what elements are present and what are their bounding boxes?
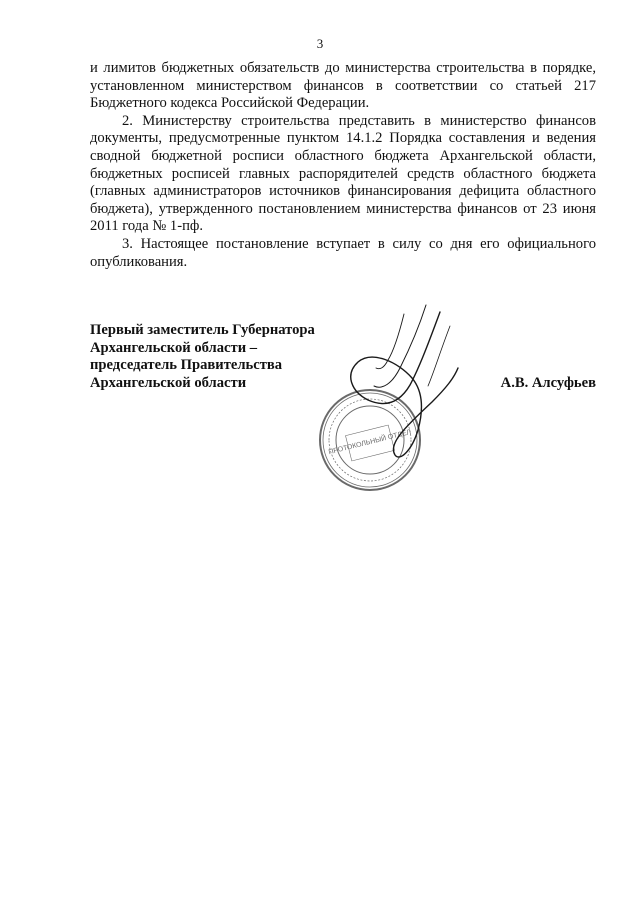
stamp-and-signature — [300, 290, 460, 505]
document-body — [90, 60, 596, 271]
signer-title-line: председатель Правительства — [90, 357, 283, 374]
signer-name: А.В. Алсуфьев — [500, 374, 596, 391]
page-number: 3 — [316, 36, 324, 51]
signer-title-line: Архангельской области — [90, 374, 247, 391]
signer-title-line: Архангельской области – — [90, 339, 258, 356]
paragraph-continuation: и лимитов бюджетных обязательств до министерства строительства в порядке, установленном министерством финансов в соответствии со статьей 217 Бюджетного кодекса Российской Федерации. — [90, 60, 596, 112]
signer-title-line: Первый заместитель Губернатора — [90, 322, 315, 338]
paragraph-item-3: 3. Настоящее постановление вступает в силу со дня его официального опубликования. — [90, 235, 596, 270]
paragraph-item-2: 2. Министерству строительства представить в министерство финансов документы, предусмотренные пунктом 14.1.2 Порядка составления и ведения сводной бюджетной росписи областного бюджета Архангельской области, бюджетных росписей главных распорядителей средств областного бюджета (главных администраторов источников финансирования дефицита областного бюджета), утвержденного постановлением министерства финансов от 23 июня 2011 года № 1-пф. — [90, 112, 596, 235]
stamp-center-text: ПРОТОКОЛЬНЫЙ ОТДЕЛ — [327, 428, 412, 457]
